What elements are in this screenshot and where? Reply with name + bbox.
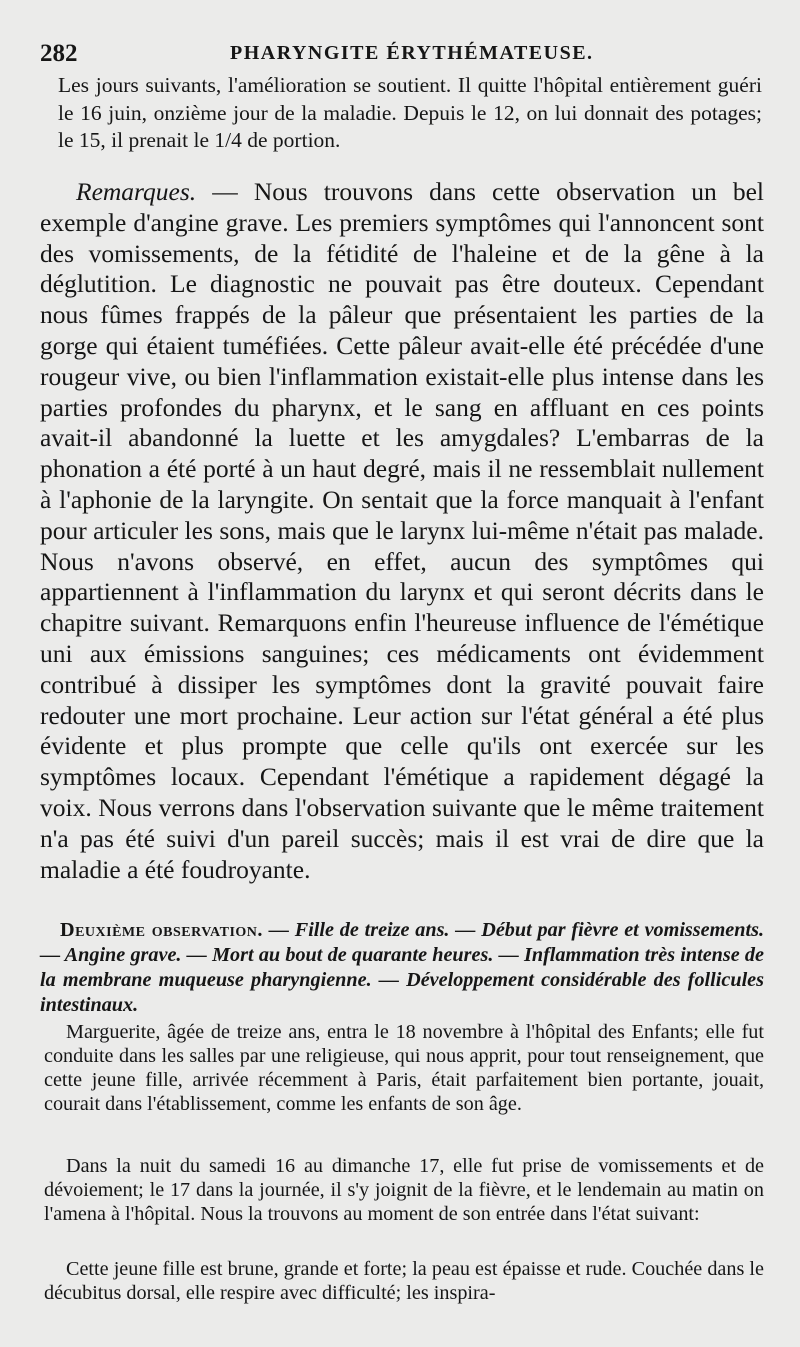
page-number: 282 <box>40 40 78 67</box>
remarques-label: Remarques. <box>76 177 197 206</box>
paragraph-admission: Marguerite, âgée de treize ans, entra le 18 novembre à l'hôpital des Enfants; elle fut conduite dans les salles par une religieuse, qui nous apprit, pour tout renseignement, que cette jeune fille, arrivée récemment à Paris, était parfaitement bien portante, jouait, courait dans l'établissement, comme les enfants de son âge. <box>44 1021 764 1115</box>
paragraph-remarques <box>40 177 764 885</box>
paragraph-examination: Cette jeune fille est brune, grande et forte; la peau est épaisse et rude. Couchée dans le décubitus dorsal, elle respire avec difficulté; les inspira- <box>44 1258 764 1304</box>
page-header <box>40 40 760 72</box>
observation-label: Deuxième observation. <box>60 919 263 941</box>
running-title: PHARYNGITE ÉRYTHÉMATEUSE. <box>230 42 594 64</box>
paragraph-discharge: Les jours suivants, l'amélioration se soutient. Il quitte l'hôpital entièrement guéri le 16 juin, onzième jour de la maladie. Depuis le 12, on lui donnait des potages; le 15, il prenait le 1/4 de portion. <box>58 73 762 152</box>
observation-heading <box>40 918 764 1018</box>
paragraph-onset: Dans la nuit du samedi 16 au dimanche 17, elle fut prise de vomissements et de dévoiement; le 17 dans la journée, il s'y joignit de la fièvre, et le lendemain au matin on l'amena à l'hôpital. Nous la trouvons au moment de son entrée dans l'état suivant: <box>44 1155 764 1225</box>
observation-summary: — Fille de treize ans. — Début par fièvre et vomissements. — Angine grave. — Mort au bout de quarante heures. — Inflammation très intense de la membrane muqueuse pharyngienne. — Développement considérable des follicules intestinaux. <box>40 919 765 1016</box>
remarques-body: — Nous trouvons dans cette observation un bel exemple d'angine grave. Les premiers symptômes qui l'annoncent sont des vomissements, de la fétidité de l'haleine et de la gêne à la déglutition. Le diagnostic ne pouvait pas être douteux. Cependant nous fûmes frappés de la pâleur que présentaient les parties de la gorge qui étaient tuméfiées. Cette pâleur avait-elle été précédée d'une rougeur vive, ou bien l'inflammation existait-elle plus intense dans les parties profondes du pharynx, et le sang en affluant en ces points avait-il abandonné la luette et les amygdales? L'embarras de la phonation a été porté à un haut degré, mais il ne ressemblait nullement à l'aphonie de la laryngite. On sentait que la force manquait à l'enfant pour articuler les sons, mais que le larynx lui-même n'était pas malade. Nous n'avons observé, en effet, aucun des symptômes qui appartiennent à l'inflammation du larynx et qui seront décrits dans le chapitre suivant. Remarquons enfin l'heureuse influence de l'émétique uni aux émissions sanguines; ces médicaments ont évidemment contribué à dissiper les symptômes dont la gravité pouvait faire redouter une mort prochaine. Leur action sur l'état général a été plus évidente et plus prompte que celle qu'ils ont exercée sur les symptômes locaux. Cependant l'émétique a rapidement dégagé la voix. Nous verrons dans l'observation suivante que le même traitement n'a pas été suivi d'un pareil succès; mais il est vrai de dire que la maladie a été foudroyante. <box>40 177 764 884</box>
